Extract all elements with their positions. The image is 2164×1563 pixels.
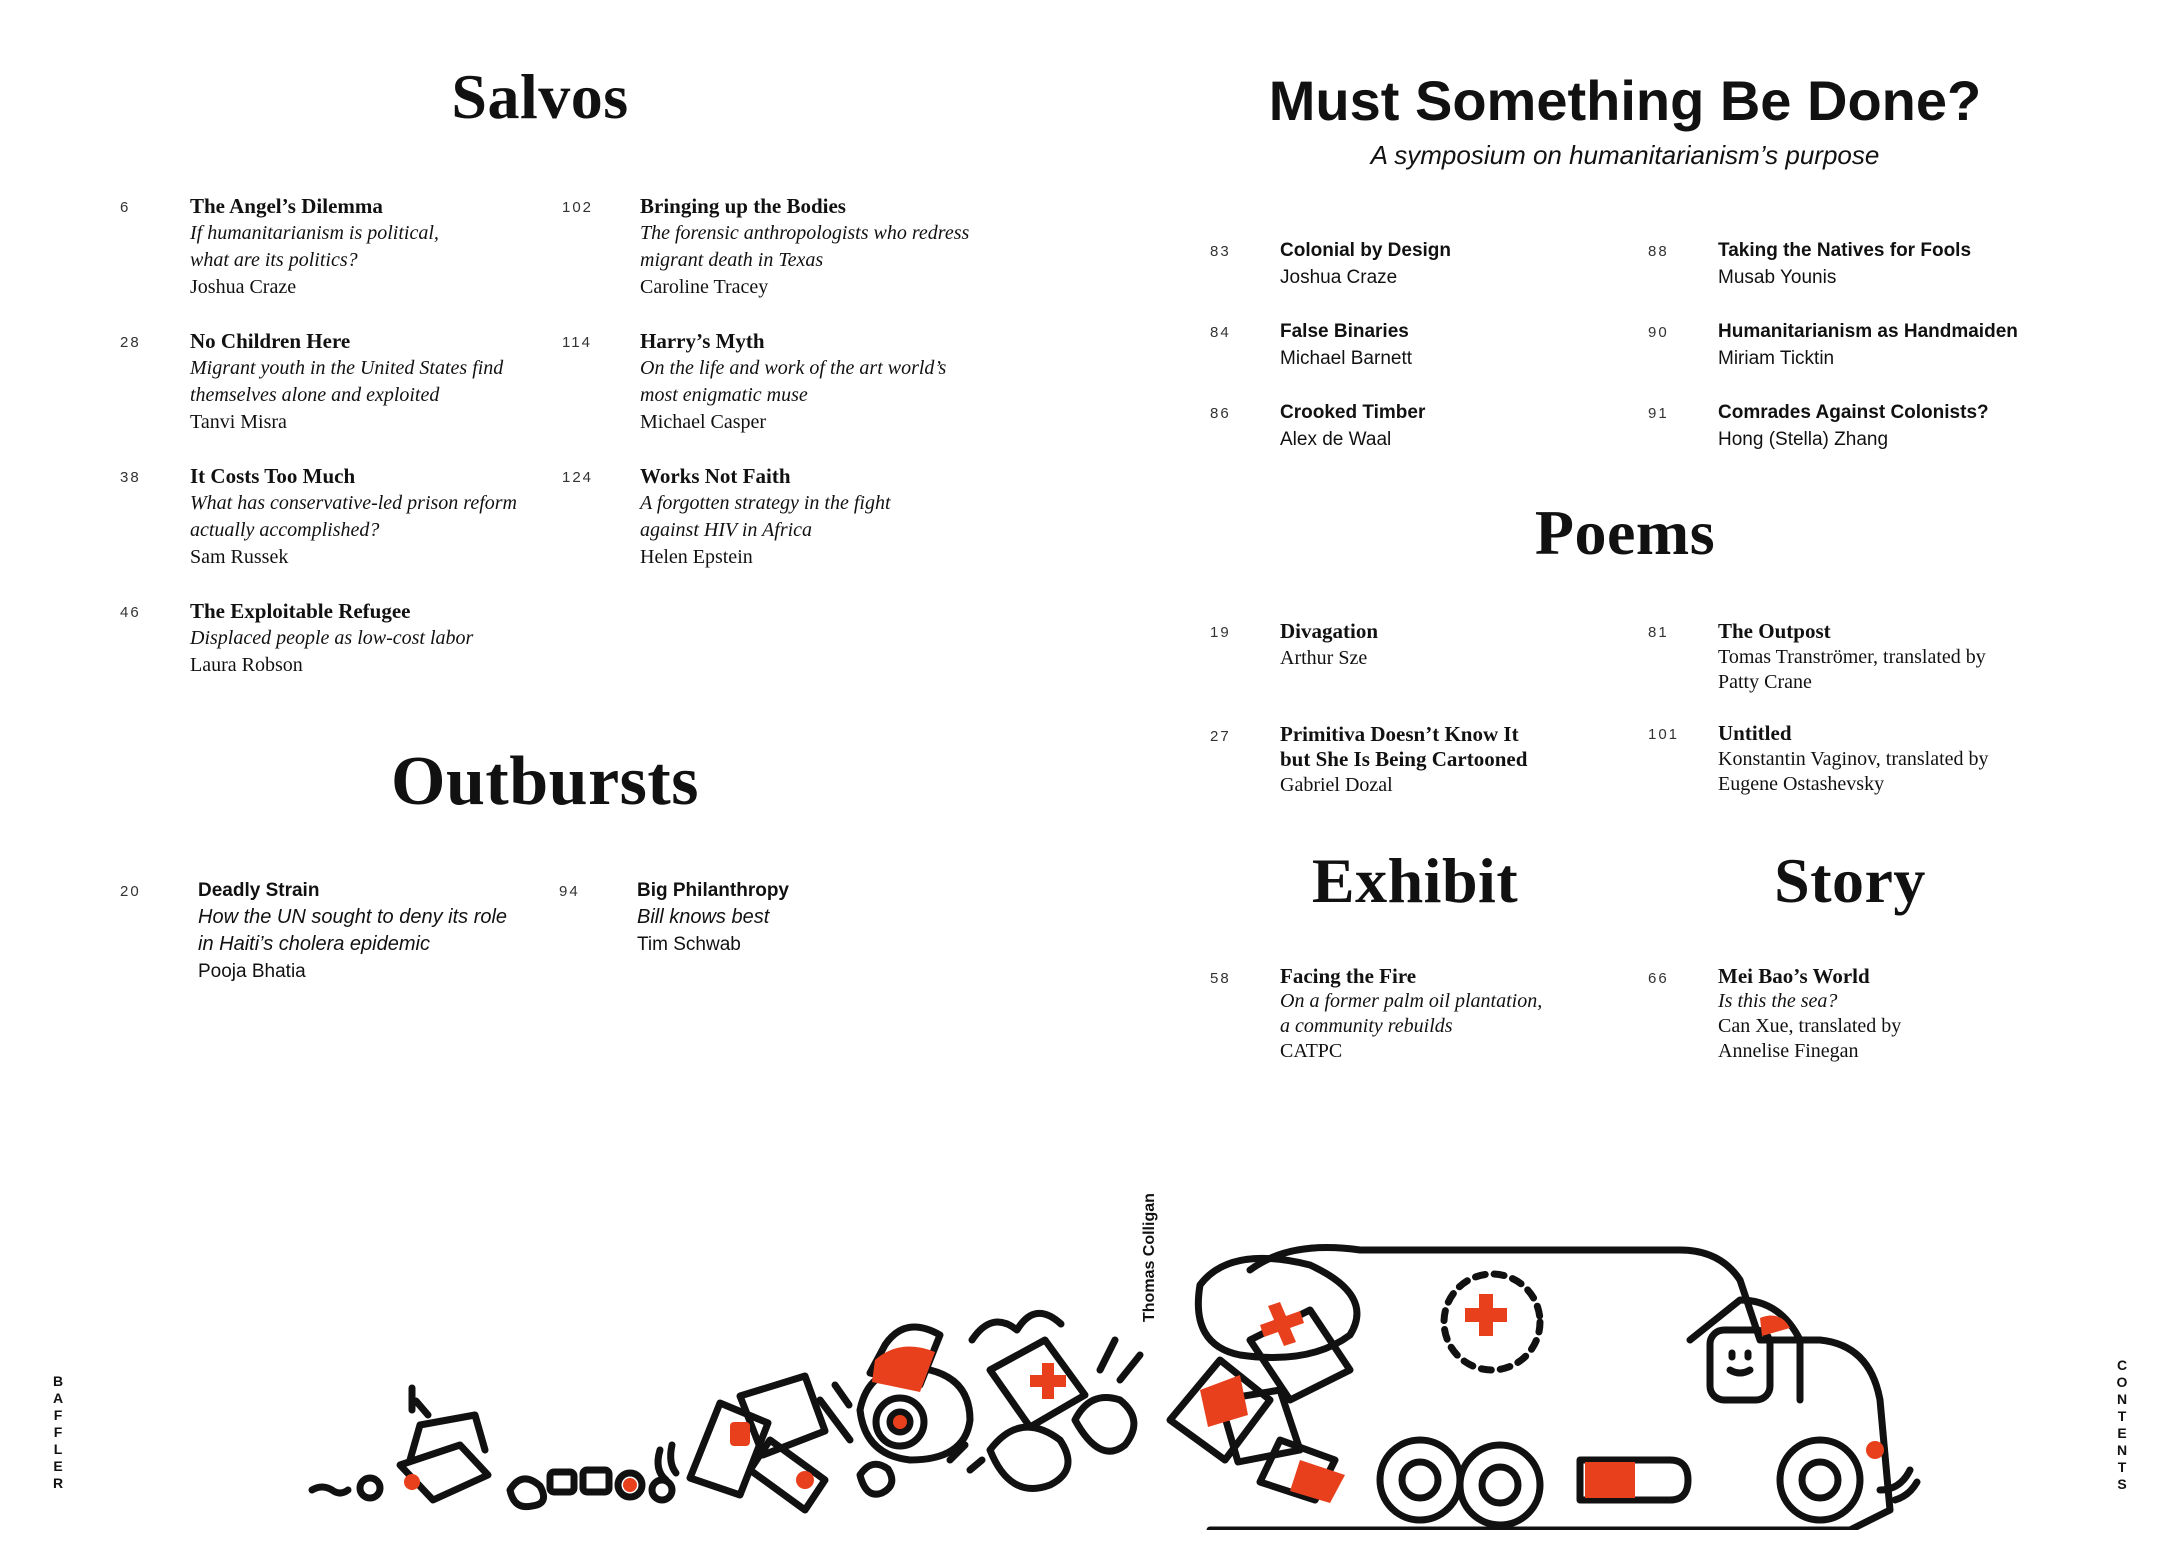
page-number: 90 — [1648, 324, 1669, 341]
article-author: Pooja Bhatia — [198, 961, 306, 982]
article-author: CATPC — [1280, 1040, 1343, 1062]
page-number: 19 — [1210, 624, 1231, 641]
page-number: 124 — [562, 469, 594, 486]
article-title: Facing the Fire — [1280, 964, 1417, 988]
symposium-entry[interactable] — [1648, 399, 2078, 453]
poems-heading: Poems — [1534, 497, 1716, 568]
outbursts-heading: Outbursts — [391, 743, 699, 820]
poems-entry[interactable] — [1648, 720, 2078, 797]
page-number: 83 — [1210, 243, 1231, 260]
poem-author: Arthur Sze — [1280, 647, 1368, 669]
article-title: Taking the Natives for Fools — [1718, 240, 1972, 261]
salvos-entry[interactable] — [120, 463, 550, 571]
article-dek: What has conservative-led prison reform actually accomplished? — [190, 492, 517, 541]
article-dek: The forensic anthropologists who redress migrant death in Texas — [640, 222, 970, 271]
story-entry[interactable] — [1648, 964, 2078, 1064]
article-dek: Is this the sea? — [1718, 990, 1838, 1012]
article-title: Crooked Timber — [1280, 402, 1426, 423]
article-author: Michael Casper — [640, 411, 767, 433]
page-number: 102 — [562, 199, 594, 216]
article-title: The Angel’s Dilemma — [190, 194, 383, 218]
page-number: 101 — [1648, 726, 1680, 743]
poems-entry[interactable] — [1210, 722, 1640, 799]
article-author: Sam Russek — [190, 546, 289, 568]
article-author: Helen Epstein — [640, 546, 753, 568]
page-number: 38 — [120, 469, 141, 486]
page-number: 6 — [120, 199, 131, 216]
article-title: It Costs Too Much — [190, 464, 356, 488]
salvos-heading: Salvos — [451, 61, 629, 132]
article-author: Laura Robson — [190, 654, 303, 676]
article-dek: On the life and work of the art world’s most enigmatic muse — [640, 357, 947, 406]
page-number: 46 — [120, 604, 141, 621]
article-title: Humanitarianism as Handmaiden — [1718, 321, 2018, 342]
symposium-entry[interactable] — [1648, 237, 2078, 291]
symposium-entry[interactable] — [1210, 237, 1640, 291]
article-title: Bringing up the Bodies — [640, 194, 846, 218]
article-author: Can Xue, translated by Annelise Finegan — [1718, 1015, 1902, 1062]
article-title: No Children Here — [190, 329, 351, 353]
page-number: 27 — [1210, 728, 1231, 745]
illustration-credit: Thomas Colligan — [1141, 1193, 1158, 1322]
page-number: 66 — [1648, 970, 1669, 987]
article-title: The Exploitable Refugee — [190, 599, 411, 623]
article-dek: If humanitarianism is political, what are its politics? — [190, 222, 439, 271]
salvos-entry[interactable] — [120, 598, 550, 679]
article-dek: How the UN sought to deny its role in Haiti’s cholera epidemic — [198, 906, 508, 955]
article-author: Miriam Ticktin — [1718, 348, 1835, 369]
article-title: False Binaries — [1280, 321, 1409, 342]
article-author: Joshua Craze — [190, 276, 297, 298]
article-dek: Migrant youth in the United States find themselves alone and exploited — [190, 357, 504, 406]
page-number: 91 — [1648, 405, 1669, 422]
exhibit-entry[interactable] — [1210, 964, 1640, 1064]
spine-label-baffler: B A F F L E R — [52, 1373, 64, 1491]
article-author: Tim Schwab — [637, 934, 741, 955]
article-dek: Bill knows best — [637, 906, 770, 928]
page-number: 88 — [1648, 243, 1669, 260]
poem-title: The Outpost — [1718, 619, 1831, 643]
article-author: Musab Younis — [1718, 267, 1837, 288]
page-number: 58 — [1210, 970, 1231, 987]
article-title: Harry’s Myth — [640, 329, 765, 353]
salvos-entry[interactable] — [562, 328, 1020, 436]
article-dek: Displaced people as low-cost labor — [190, 627, 474, 649]
page-number: 114 — [562, 334, 592, 351]
poem-title: Divagation — [1280, 619, 1379, 643]
article-author: Alex de Waal — [1280, 429, 1392, 450]
article-title: Deadly Strain — [198, 880, 320, 901]
salvos-entry[interactable] — [562, 193, 1020, 301]
article-title: Works Not Faith — [640, 464, 791, 488]
poem-title: Primitiva Doesn’t Know It but She Is Being Cartooned — [1280, 722, 1528, 771]
article-dek: On a former palm oil plantation, a community rebuilds — [1280, 990, 1543, 1037]
ambulance-wreckage-illustration — [300, 1160, 2020, 1530]
exhibit-heading: Exhibit — [1311, 845, 1519, 916]
article-author: Tanvi Misra — [190, 411, 287, 433]
page-number: 20 — [120, 883, 141, 900]
page-number: 84 — [1210, 324, 1231, 341]
page-number: 86 — [1210, 405, 1231, 422]
salvos-entry[interactable] — [120, 328, 550, 436]
article-author: Joshua Craze — [1280, 267, 1398, 288]
article-author: Caroline Tracey — [640, 276, 769, 298]
poem-author: Gabriel Dozal — [1280, 774, 1393, 796]
outbursts-entry[interactable] — [559, 877, 997, 958]
page-number: 28 — [120, 334, 141, 351]
poem-author: Tomas Tranströmer, translated by Patty Crane — [1718, 646, 1986, 693]
article-author: Hong (Stella) Zhang — [1718, 429, 1889, 450]
article-title: Comrades Against Colonists? — [1718, 402, 1989, 423]
symposium-subtitle: A symposium on humanitarianism’s purpose — [1370, 140, 1880, 170]
article-dek: A forgotten strategy in the fight against HIV in Africa — [640, 492, 891, 541]
article-title: Mei Bao’s World — [1718, 964, 1870, 988]
poem-author: Konstantin Vaginov, translated by Eugene Ostashevsky — [1718, 748, 1989, 795]
article-author: Michael Barnett — [1280, 348, 1413, 369]
spine-label-contents: C O N T E N T S — [2116, 1357, 2128, 1492]
symposium-heading: Must Something Be Done? — [1268, 69, 1982, 132]
poem-title: Untitled — [1718, 721, 1792, 745]
symposium-entry[interactable] — [1210, 318, 1640, 372]
symposium-entry[interactable] — [1648, 318, 2078, 372]
symposium-entry[interactable] — [1210, 399, 1640, 453]
salvos-entry[interactable] — [562, 463, 1020, 571]
outbursts-entry[interactable] — [120, 877, 558, 985]
article-title: Big Philanthropy — [637, 880, 789, 901]
page-number: 81 — [1648, 624, 1669, 641]
story-heading: Story — [1774, 845, 1926, 916]
poems-entry[interactable] — [1210, 618, 1640, 672]
page-number: 94 — [559, 883, 580, 900]
article-title: Colonial by Design — [1280, 240, 1452, 261]
salvos-entry[interactable] — [120, 193, 550, 301]
poems-entry[interactable] — [1648, 618, 2078, 695]
